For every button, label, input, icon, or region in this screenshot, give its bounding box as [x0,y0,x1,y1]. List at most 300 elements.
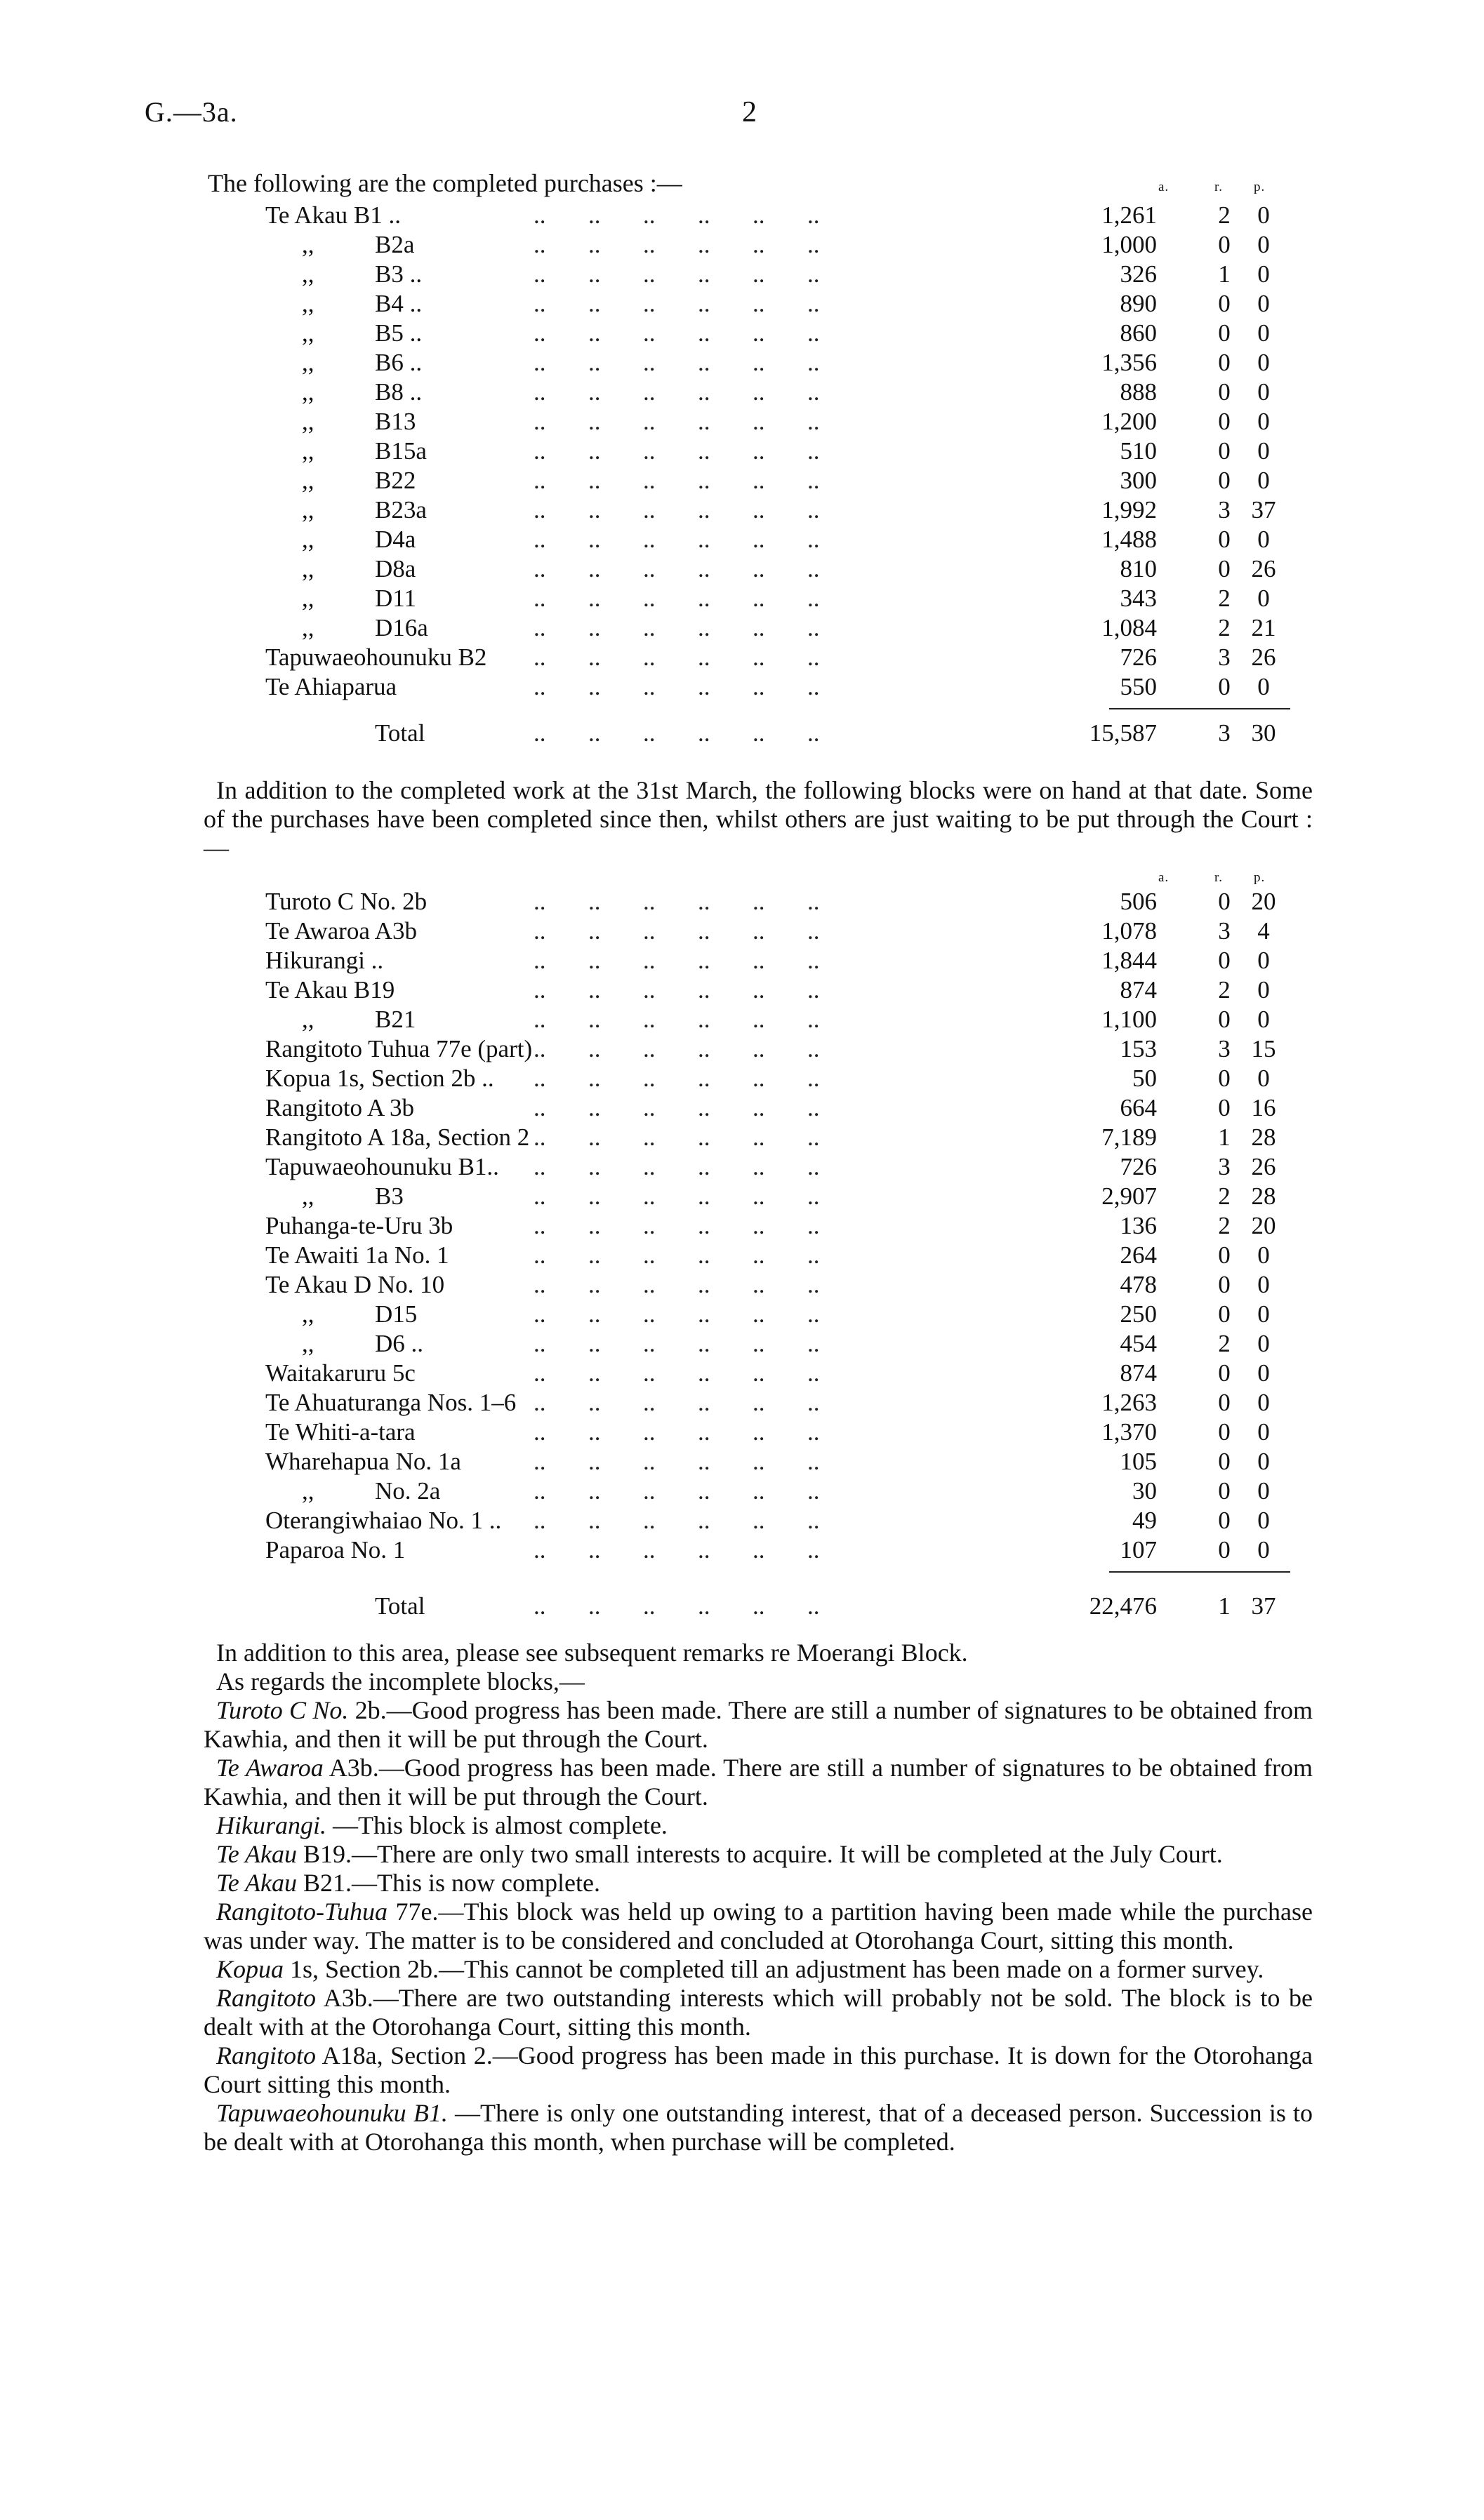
perches-value: 0 [1257,260,1270,288]
perches-value: 0 [1257,1536,1270,1564]
block-name: B15a [375,437,427,465]
ditto-mark: ,, [302,1182,314,1210]
leader-dots: .. .. .. .. .. .. [534,1330,820,1357]
perches-value: 0 [1257,201,1270,229]
block-name: B13 [375,408,416,435]
leader-dots: .. .. .. .. .. .. [534,1006,820,1033]
leader-dots: .. .. .. .. .. .. [534,319,820,347]
total-row [204,1592,1313,1621]
table-row [204,348,1313,378]
roods-unit-label: r. [1214,870,1224,885]
ditto-mark: ,, [302,467,314,494]
perches-value: 16 [1251,1094,1276,1121]
remark-block-code: 77e. [395,1898,439,1926]
acres-value: 726 [1120,1153,1157,1180]
total-perches: 30 [1251,719,1276,747]
ditto-mark: ,, [302,437,314,465]
block-name: B5 .. [375,319,423,347]
total-label: Total [375,719,425,747]
acres-value: 343 [1120,585,1157,612]
acres-value: 30 [1132,1477,1157,1505]
remark-block-title: Rangitoto-Tuhua [216,1898,388,1926]
leader-dots: .. .. .. .. .. .. [534,555,820,582]
acres-value: 874 [1120,1359,1157,1387]
roods-value: 0 [1218,673,1231,700]
acres-value: 264 [1120,1241,1157,1269]
roods-value: 0 [1218,1507,1231,1534]
total-label: Total [375,1592,425,1620]
remark-text: —This cannot be completed till an adjustment has been made on a former survey. [439,1955,1264,1983]
roods-value: 0 [1218,1536,1231,1564]
acres-value: 1,263 [1101,1389,1157,1416]
block-name: Rangitoto A 18a, Section 2 [265,1124,530,1151]
remark-text: —This block is almost complete. [333,1811,668,1839]
remark-block-code: B19. [303,1840,352,1868]
roods-value: 3 [1218,644,1231,671]
leader-dots: .. .. .. .. .. .. [534,1389,820,1416]
perches-value: 0 [1257,673,1270,700]
remark-paragraph [204,1984,1313,2041]
table-row [204,1005,1313,1034]
block-name: B6 .. [375,349,423,376]
table-row [204,495,1313,525]
acres-value: 153 [1120,1035,1157,1062]
table-row [204,1300,1313,1329]
roods-value: 0 [1218,1094,1231,1121]
leader-dots: .. .. .. .. .. .. [534,1271,820,1298]
block-name: Te Akau D No. 10 [265,1271,445,1298]
table-row [204,1329,1313,1359]
perches-value: 0 [1257,378,1270,406]
table-row [204,946,1313,975]
table-row [204,613,1313,643]
block-name: B2a [375,231,415,258]
block-name: D4a [375,526,416,553]
acres-value: 550 [1120,673,1157,700]
block-name: D8a [375,555,416,582]
perches-value: 15 [1251,1035,1276,1062]
total-acres: 22,476 [1089,1592,1157,1620]
perches-value: 26 [1251,555,1276,582]
remark-paragraph [204,1955,1313,1984]
remark-paragraph [204,2099,1313,2156]
block-name: D6 .. [375,1330,424,1357]
acres-value: 1,992 [1101,496,1157,524]
perches-value: 4 [1257,917,1270,945]
unit-header-2 [204,858,1313,887]
table-row [204,525,1313,554]
leader-dots: .. .. .. .. .. .. [534,1094,820,1121]
leader-dots: .. .. .. .. .. .. [534,1035,820,1062]
leader-dots: .. .. .. .. .. .. [534,290,820,317]
leader-dots: .. .. .. .. .. .. [534,614,820,641]
acres-value: 1,078 [1101,917,1157,945]
roods-value: 0 [1218,1271,1231,1298]
perches-unit-label: p. [1254,180,1266,194]
document-reference: G.—3a. [145,96,238,128]
ditto-mark: ,, [302,614,314,641]
ditto-mark: ,, [302,408,314,435]
acres-value: 1,356 [1101,349,1157,376]
leader-dots: .. .. .. .. .. .. [534,673,820,700]
block-name: Te Awaroa A3b [265,917,417,945]
acres-value: 250 [1120,1300,1157,1328]
perches-value: 26 [1251,1153,1276,1180]
perches-value: 0 [1257,231,1270,258]
acres-value: 107 [1120,1536,1157,1564]
table-row [204,643,1313,672]
acres-value: 1,084 [1101,614,1157,641]
ditto-mark: ,, [302,1006,314,1033]
remark-paragraph [204,1754,1313,1811]
leader-dots: .. .. .. .. .. .. [534,976,820,1004]
remark-block-title: Hikurangi. [216,1811,326,1839]
block-name: B23a [375,496,427,524]
perches-value: 28 [1251,1124,1276,1151]
ditto-mark: ,, [302,319,314,347]
ditto-mark: ,, [302,231,314,258]
perches-value: 0 [1257,976,1270,1004]
table-row [204,1506,1313,1535]
ditto-mark: ,, [302,378,314,406]
table-row [204,1476,1313,1506]
roods-value: 0 [1218,1389,1231,1416]
roods-value: 0 [1218,408,1231,435]
remark-text: —There is only one outstanding interest, that of a deceased person. Succession is to be dealt with at Otorohanga this month, when purchase will be completed. [204,2099,1313,2156]
remark-text: —Good progress has been made. There are still a number of signatures to be obtained from Kawhia, and then it will be put through the Court. [204,1696,1313,1753]
ditto-mark: ,, [302,1300,314,1328]
acres-value: 1,200 [1101,408,1157,435]
remark-paragraph [204,2041,1313,2099]
table-row [204,289,1313,319]
leader-dots: .. .. .. .. .. .. [534,201,820,229]
leader-dots: .. .. .. .. .. .. [534,1359,820,1387]
perches-value: 20 [1251,888,1276,915]
block-name: Hikurangi .. [265,947,384,974]
roods-value: 2 [1218,1330,1231,1357]
table-row [204,1270,1313,1300]
acres-value: 506 [1120,888,1157,915]
roods-value: 0 [1218,467,1231,494]
perches-value: 0 [1257,408,1270,435]
roods-value: 2 [1218,614,1231,641]
table-row [204,584,1313,613]
leader-dots: .. .. .. .. .. .. [534,408,820,435]
roods-unit-label: r. [1214,180,1224,194]
remark-block-title: Te Akau [216,1869,298,1897]
acres-value: 1,000 [1101,231,1157,258]
roods-value: 0 [1218,349,1231,376]
perches-value: 0 [1257,1330,1270,1357]
block-name: Kopua 1s, Section 2b .. [265,1065,494,1092]
roods-value: 2 [1218,585,1231,612]
acres-value: 49 [1132,1507,1157,1534]
acres-value: 136 [1120,1212,1157,1239]
perches-value: 0 [1257,1065,1270,1092]
leader-dots: .. .. .. .. .. .. [534,260,820,288]
perches-value: 0 [1257,1359,1270,1387]
remark-block-code: A3b. [323,1984,373,2012]
remark-block-code: 2b. [355,1696,387,1724]
leader-dots: .. .. .. .. .. .. [534,1065,820,1092]
table-row [204,1447,1313,1476]
remark-text: —Good progress has been made. There are still a number of signatures to be obtained from Kawhia, and then it will be put through the Court. [204,1754,1313,1811]
block-name: D16a [375,614,428,641]
block-name: Te Ahiaparua [265,673,397,700]
perches-value: 20 [1251,1212,1276,1239]
leader-dots: .. .. .. .. .. .. [534,1300,820,1328]
acres-unit-label: a. [1158,870,1170,885]
block-name: B4 .. [375,290,423,317]
block-name: D11 [375,585,416,612]
table-row [204,1123,1313,1152]
perches-value: 0 [1257,1006,1270,1033]
remark-paragraph [204,1696,1313,1754]
on-hand-table [204,858,1313,1621]
perches-value: 0 [1257,290,1270,317]
remark-block-title: Te Akau [216,1840,298,1868]
roods-value: 2 [1218,1212,1231,1239]
roods-value: 0 [1218,290,1231,317]
acres-value: 454 [1120,1330,1157,1357]
block-name: Te Akau B1 .. [265,201,401,229]
total-roods: 1 [1218,1592,1231,1620]
table-row [204,1093,1313,1123]
ditto-mark: ,, [302,1330,314,1357]
roods-value: 3 [1218,496,1231,524]
perches-value: 0 [1257,1418,1270,1446]
block-name: Rangitoto A 3b [265,1094,414,1121]
block-name: B22 [375,467,416,494]
remark-block-code: A18a, Section 2. [322,2041,493,2069]
roods-value: 0 [1218,1006,1231,1033]
unit-header [204,168,1313,201]
roods-value: 0 [1218,319,1231,347]
leader-dots: .. .. .. .. .. .. [534,1448,820,1475]
roods-value: 2 [1218,976,1231,1004]
block-name: Te Whiti-a-tara [265,1418,416,1446]
block-name: Tapuwaeohounuku B1.. [265,1153,499,1180]
leader-dots: .. .. .. .. .. .. [534,1241,820,1269]
leader-dots: .. .. .. .. .. .. [534,1477,820,1505]
leader-dots: .. .. .. .. .. .. [534,1212,820,1239]
block-name: Rangitoto Tuhua 77e (part) [265,1035,533,1062]
acres-value: 1,261 [1101,201,1157,229]
remark-block-title: Te Awaroa [216,1754,324,1782]
roods-value: 0 [1218,526,1231,553]
table-row [204,466,1313,495]
acres-value: 510 [1120,437,1157,465]
acres-value: 1,370 [1101,1418,1157,1446]
roods-value: 0 [1218,1418,1231,1446]
acres-value: 50 [1132,1065,1157,1092]
table-row [204,260,1313,289]
perches-value: 0 [1257,1271,1270,1298]
roods-value: 2 [1218,201,1231,229]
incomplete-intro: As regards the incomplete blocks,— [216,1667,585,1695]
roods-value: 0 [1218,947,1231,974]
moerangi-note: In addition to this area, please see subsequent remarks re Moerangi Block. [216,1639,968,1667]
remark-text: —Good progress has been made in this purchase. It is down for the Otorohanga Court sitting this month. [204,2041,1313,2098]
leader-dots: .. .. .. .. .. .. [534,917,820,945]
perches-value: 0 [1257,349,1270,376]
table-row [204,1241,1313,1270]
roods-value: 0 [1218,378,1231,406]
remark-block-title: Tapuwaeohounuku B1. [216,2099,448,2127]
sum-rule [204,702,1313,716]
perches-value: 0 [1257,1507,1270,1534]
remark-block-code: 1s, Section 2b. [290,1955,439,1983]
block-name: Oterangiwhaiao No. 1 .. [265,1507,502,1534]
block-name: No. 2a [375,1477,441,1505]
leader-dots: .. .. .. .. .. .. [534,1418,820,1446]
acres-value: 810 [1120,555,1157,582]
block-name: Puhanga-te-Uru 3b [265,1212,453,1239]
ditto-mark: ,, [302,290,314,317]
perches-value: 0 [1257,585,1270,612]
acres-value: 860 [1120,319,1157,347]
total-row [204,719,1313,748]
block-name: Waitakaruru 5c [265,1359,416,1387]
remark-block-title: Turoto C No. [216,1696,349,1724]
remark-paragraph [204,1811,1313,1840]
block-name: Te Ahuaturanga Nos. 1–6 [265,1389,517,1416]
block-name: Wharehapua No. 1a [265,1448,461,1475]
table-row [204,1034,1313,1064]
acres-value: 105 [1120,1448,1157,1475]
roods-value: 0 [1218,555,1231,582]
leader-dots: .. .. .. .. .. .. [534,231,820,258]
remark-paragraph [204,1869,1313,1898]
page-number: 2 [742,96,757,128]
table-row [204,887,1313,916]
leader-dots: .. .. .. .. .. .. [534,1124,820,1151]
leader-dots: .. .. .. .. .. .. [534,378,820,406]
perches-value: 0 [1257,1448,1270,1475]
acres-value: 890 [1120,290,1157,317]
table-row [204,554,1313,584]
perches-value: 0 [1257,467,1270,494]
acres-value: 1,488 [1101,526,1157,553]
acres-value: 300 [1120,467,1157,494]
remark-paragraph [204,1898,1313,1955]
total-perches: 37 [1251,1592,1276,1620]
ditto-mark: ,, [302,496,314,524]
table-row [204,1064,1313,1093]
perches-value: 0 [1257,1241,1270,1269]
table-row [204,319,1313,348]
leader-dots: .. .. .. .. .. .. [534,437,820,465]
remarks-section [204,1639,1313,2156]
block-name: Turoto C No. 2b [265,888,428,915]
remark-block-code: A3b. [329,1754,379,1782]
perches-value: 0 [1257,526,1270,553]
table-row [204,916,1313,946]
acres-value: 726 [1120,644,1157,671]
block-name: Tapuwaeohounuku B2 [265,644,487,671]
leader-dots: .. .. .. .. .. .. [534,585,820,612]
block-name: Te Awaiti 1a No. 1 [265,1241,449,1269]
remark-text: —There are only two small interests to acquire. It will be completed at the July Court. [352,1840,1223,1868]
perches-value: 0 [1257,947,1270,974]
total-roods: 3 [1218,719,1231,747]
acres-value: 478 [1120,1271,1157,1298]
roods-value: 0 [1218,1359,1231,1387]
remark-block-code: B21. [303,1869,352,1897]
block-name: Paparoa No. 1 [265,1536,406,1564]
acres-value: 7,189 [1101,1124,1157,1151]
table-row [204,1535,1313,1565]
remark-block-title: Rangitoto [216,2041,316,2069]
acres-value: 2,907 [1101,1182,1157,1210]
perches-value: 37 [1251,496,1276,524]
block-name: B3 .. [375,260,423,288]
completed-purchases-intro: The following are the completed purchases :— [208,169,682,197]
roods-value: 0 [1218,231,1231,258]
acres-value: 326 [1120,260,1157,288]
table-row [204,1182,1313,1211]
leader-dots: .. .. .. .. .. .. [534,467,820,494]
perches-value: 26 [1251,644,1276,671]
block-name: B8 .. [375,378,423,406]
leader-dots: .. .. .. .. .. .. [534,719,820,747]
table-row [204,1152,1313,1182]
leader-dots: .. .. .. .. .. .. [534,1153,820,1180]
leader-dots: .. .. .. .. .. .. [534,1507,820,1534]
roods-value: 1 [1218,1124,1231,1151]
acres-value: 1,844 [1101,947,1157,974]
ditto-mark: ,, [302,555,314,582]
remark-text: —This is now complete. [352,1869,600,1897]
roods-value: 2 [1218,1182,1231,1210]
leader-dots: .. .. .. .. .. .. [534,644,820,671]
acres-value: 888 [1120,378,1157,406]
block-name: B3 [375,1182,404,1210]
acres-value: 664 [1120,1094,1157,1121]
ditto-mark: ,, [302,1477,314,1505]
table-row [204,201,1313,230]
perches-value: 21 [1251,614,1276,641]
perches-value: 0 [1257,1477,1270,1505]
remark-paragraph [204,1840,1313,1869]
roods-value: 0 [1218,437,1231,465]
ditto-mark: ,, [302,526,314,553]
remark-block-title: Kopua [216,1955,284,1983]
roods-value: 3 [1218,1035,1231,1062]
leader-dots: .. .. .. .. .. .. [534,1182,820,1210]
block-name: Te Akau B19 [265,976,395,1004]
acres-value: 1,100 [1101,1006,1157,1033]
roods-value: 0 [1218,1300,1231,1328]
total-acres: 15,587 [1089,719,1157,747]
leader-dots: .. .. .. .. .. .. [534,947,820,974]
on-hand-intro-block [204,776,1313,862]
roods-value: 0 [1218,1448,1231,1475]
table-row [204,378,1313,407]
perches-value: 0 [1257,1389,1270,1416]
roods-value: 3 [1218,1153,1231,1180]
ditto-mark: ,, [302,260,314,288]
roods-value: 0 [1218,888,1231,915]
table-row [204,407,1313,436]
table-row [204,1388,1313,1418]
remark-text: —This block was held up owing to a partition having been made while the purchase was under way. The matter is to be considered and concluded at Otorohanga Court, sitting this month. [204,1898,1313,1954]
table-row [204,1211,1313,1241]
table-row [204,975,1313,1005]
remark-text: —There are two outstanding interests which will probably not be sold. The block is to be dealt with at the Otorohanga Court, sitting this month. [204,1984,1313,2041]
perches-value: 0 [1257,437,1270,465]
acres-value: 874 [1120,976,1157,1004]
